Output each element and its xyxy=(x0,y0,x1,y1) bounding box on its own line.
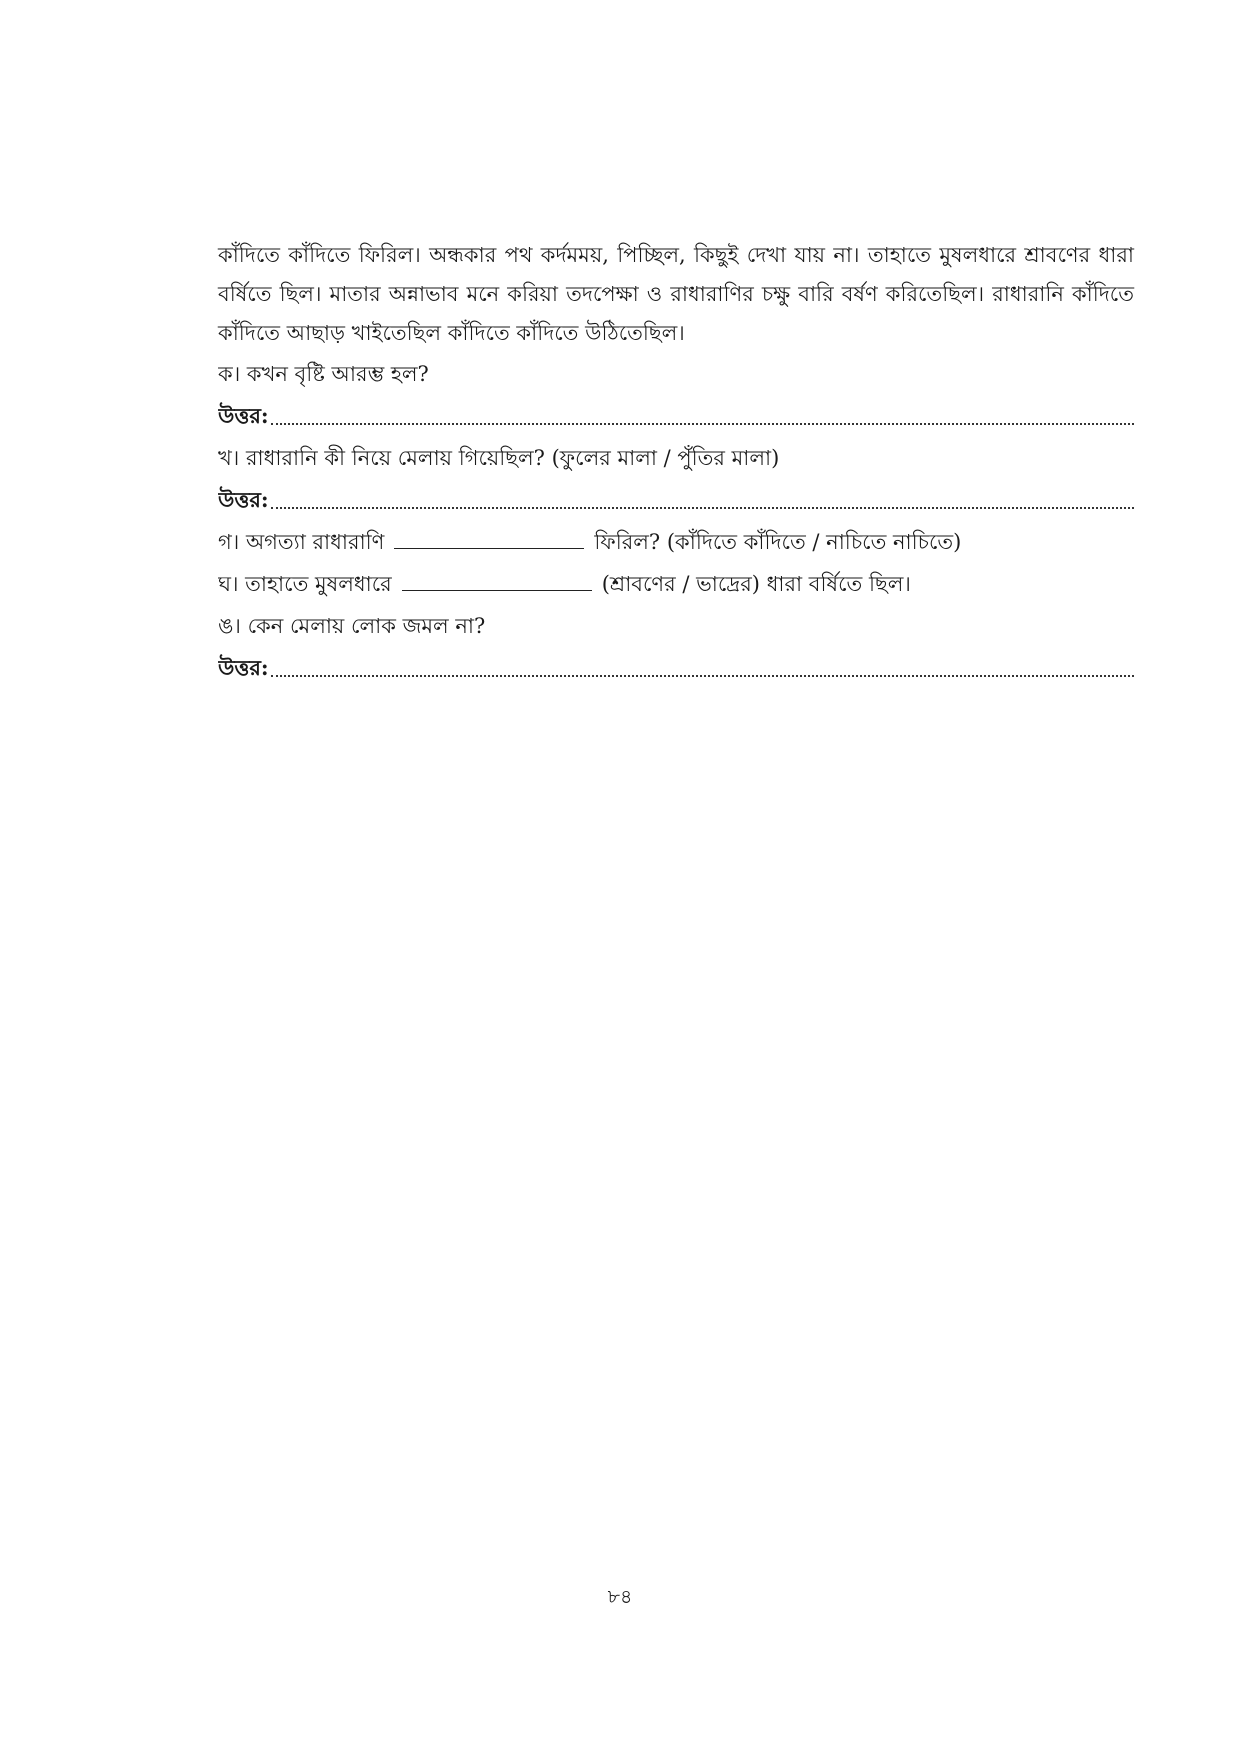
answer-line-kha[interactable] xyxy=(218,485,1134,515)
question-gha-suffix: (শ্রাবণের / ভাদ্রের) ধারা বর্ষিতে ছিল। xyxy=(601,572,911,596)
question-umo: ঙ। কেন মেলায় লোক জমল না? xyxy=(218,614,486,638)
answer-line-umo[interactable] xyxy=(218,653,1134,683)
page-number: ৮৪ xyxy=(607,1586,633,1608)
passage-text: কাঁদিতে কাঁদিতে ফিরিল। অন্ধকার পথ কর্দমময়, পিচ্ছিল, কিছুই দেখা যায় না। তাহাতে মুষলধারে শ্রাবণের ধারা বর্ষিতে ছিল। মাতার অন্নাভাব মনে করিয়া তদপেক্ষা ও রাধারাণির চক্ষু বারি বর্ষণ করিতেছিল। রাধারানি কাঁদিতে কাঁদিতে আছাড় খাইতেছিল কাঁদিতে কাঁদিতে উঠিতেছিল। xyxy=(218,243,1134,345)
question-ga-prefix: গ। অগত্যা রাধারাণি xyxy=(218,530,385,554)
question-ga-suffix: ফিরিল? (কাঁদিতে কাঁদিতে / নাচিতে নাচিতে) xyxy=(594,530,962,554)
question-ka: ক। কখন বৃষ্টি আরম্ভ হল? xyxy=(218,362,429,386)
answer-line-ka[interactable] xyxy=(218,401,1134,431)
question-ga xyxy=(218,527,1134,557)
question-gha-prefix: ঘ। তাহাতে মুষলধারে xyxy=(218,572,392,596)
answer-dotted-line xyxy=(271,655,1134,677)
fill-blank-ga[interactable] xyxy=(394,530,584,549)
answer-label: উত্তর: xyxy=(218,403,269,428)
worksheet-content xyxy=(218,236,1134,695)
answer-label: উত্তর: xyxy=(218,487,269,512)
answer-label: উত্তর: xyxy=(218,655,269,680)
question-kha: খ। রাধারানি কী নিয়ে মেলায় গিয়েছিল? (ফুলের মালা / পুঁতির মালা) xyxy=(218,446,780,470)
fill-blank-gha[interactable] xyxy=(402,572,592,591)
answer-dotted-line xyxy=(271,403,1134,425)
question-gha xyxy=(218,569,1134,599)
answer-dotted-line xyxy=(271,487,1134,509)
